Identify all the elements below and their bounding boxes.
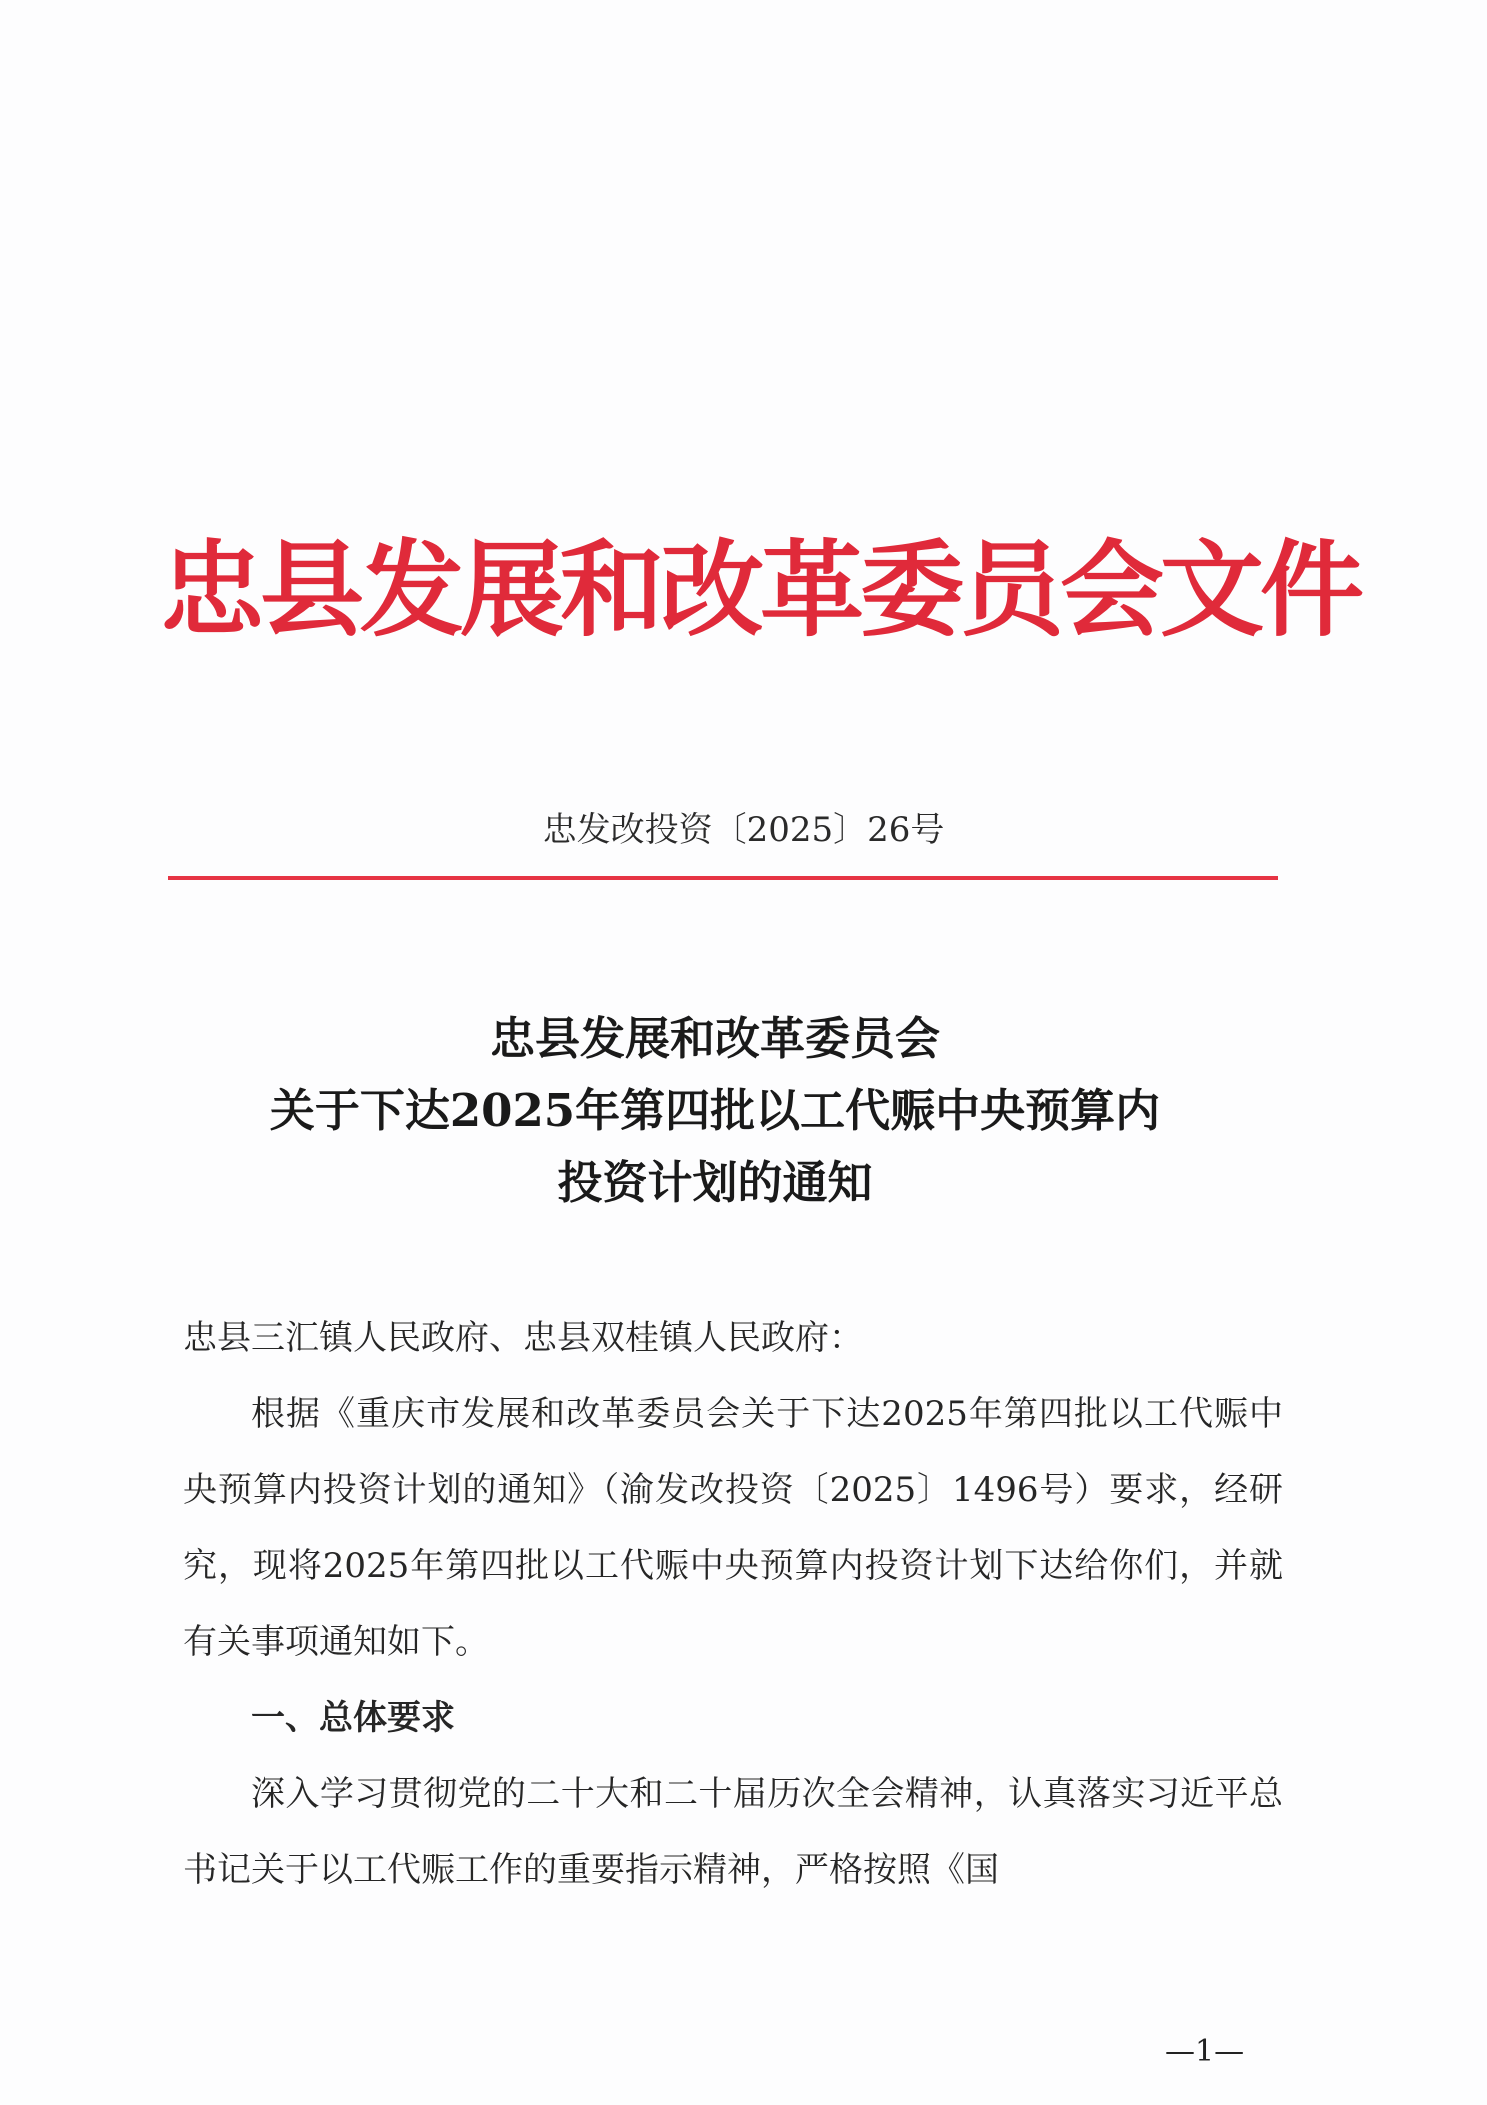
masthead-title: 忠县发展和改革委员会文件 — [160, 529, 1361, 651]
notice-body — [183, 1300, 1283, 1908]
page-number: —1— — [1165, 2034, 1245, 2069]
addressee-line: 忠县三汇镇人民政府、忠县双桂镇人民政府： — [183, 1318, 863, 1358]
notice-title-line-1: 忠县发展和改革委员会 — [489, 1012, 940, 1065]
body-paragraph-1: 根据《重庆市发展和改革委员会关于下达2025年第四批以工代赈中央预算内投资计划的通知》（渝发改投资〔2025〕1496号）要求，经研究，现将2025年第四批以工代赈中央预算内投资计划下达给你们，并就有关事项通知如下。 — [183, 1394, 1283, 1662]
notice-title-line-3: 投资计划的通知 — [557, 1156, 873, 1209]
body-paragraph-2: 深入学习贯彻党的二十大和二十届历次全会精神，认真落实习近平总书记关于以工代赈工作的重要指示精神，严格按照《国 — [183, 1774, 1283, 1890]
red-divider-rule — [168, 876, 1278, 880]
notice-title-line-2: 关于下达2025年第四批以工代赈中央预算内 — [269, 1084, 1161, 1137]
notice-title — [150, 1003, 1280, 1219]
section-heading-1: 一、总体要求 — [251, 1698, 455, 1738]
document-number: 忠发改投资〔2025〕26号 — [542, 810, 945, 850]
